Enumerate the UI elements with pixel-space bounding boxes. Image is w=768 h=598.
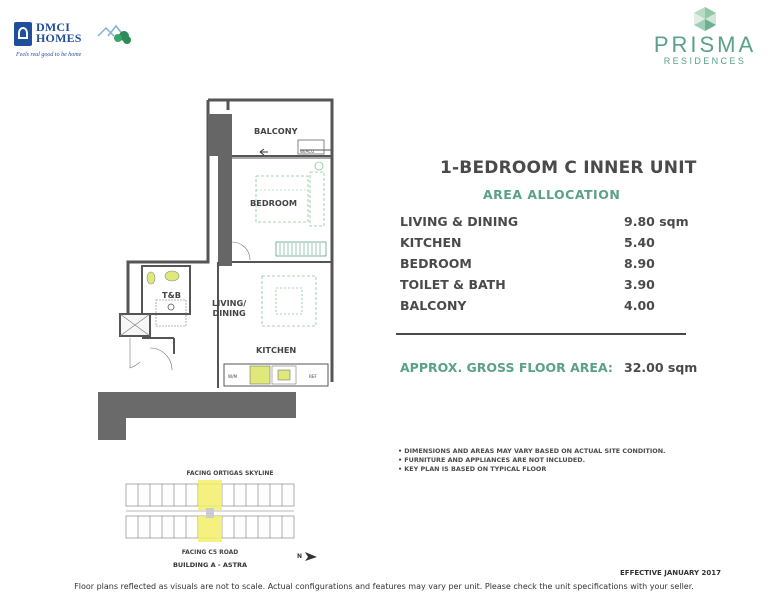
note-item: • DIMENSIONS AND AREAS MAY VARY BASED ON ACTUAL SITE CONDITION. — [398, 447, 666, 455]
effective-date: EFFECTIVE JANUARY 2017 — [620, 569, 722, 577]
building-label: BUILDING A - ASTRA — [172, 561, 248, 569]
highlighted-unit-bottom — [198, 516, 222, 542]
area-label: TOILET & BATH — [400, 277, 506, 292]
area-row — [400, 256, 690, 276]
dmci-name-line2: HOMES — [36, 31, 82, 45]
gross-floor-area-value: 32.00 sqm — [624, 360, 698, 375]
prisma-gem-icon — [692, 6, 718, 32]
divider — [396, 333, 686, 335]
area-allocation-heading: AREA ALLOCATION — [483, 187, 621, 202]
corridor-slab — [98, 392, 296, 440]
balcony-label: BALCONY — [254, 126, 298, 136]
dmci-homes-logo — [14, 22, 134, 66]
area-value: 5.40 — [624, 235, 655, 250]
highlighted-unit-top — [198, 480, 222, 510]
dmci-name-line1: DMCI — [36, 20, 71, 34]
key-plan-bottom-label: FACING C5 ROAD — [181, 549, 239, 556]
area-value: 8.90 — [624, 256, 655, 271]
north-label: N — [297, 553, 303, 560]
north-arrow-icon — [304, 550, 318, 562]
column-block — [208, 114, 232, 156]
ac-label: W/ACU — [300, 149, 315, 154]
shaft-wall — [218, 156, 232, 266]
floor-plan-drawing — [90, 92, 340, 442]
key-plan-top-label: FACING ORTIGAS SKYLINE — [186, 470, 274, 477]
area-row — [400, 298, 690, 318]
house-leaf-icon — [96, 22, 132, 46]
dmci-wordmark — [36, 22, 82, 44]
washing-machine-label: W/M — [228, 374, 238, 379]
prisma-residences-logo — [650, 6, 760, 72]
note-item: • FURNITURE AND APPLIANCES ARE NOT INCLUDED. — [398, 456, 586, 464]
kitchen-label: KITCHEN — [256, 345, 297, 355]
living-label-line1: LIVING/ — [212, 298, 247, 308]
prisma-wordmark: PRISMA — [653, 32, 757, 57]
tb-label: T&B — [162, 290, 181, 300]
area-value: 4.00 — [624, 298, 655, 313]
area-label: BEDROOM — [400, 256, 472, 271]
area-row — [400, 277, 690, 297]
living-dining-label — [212, 298, 246, 318]
living-label-line2: DINING — [212, 308, 246, 318]
area-value: 9.80 sqm — [624, 214, 689, 229]
disclaimer: Floor plans reflected as visuals are not to scale. Actual configurations and features may vary per unit. Please check the unit specifications with your seller. — [74, 582, 694, 591]
area-row — [400, 235, 690, 255]
area-label: BALCONY — [400, 298, 467, 313]
key-plan-drawing — [122, 478, 298, 546]
area-value: 3.90 — [624, 277, 655, 292]
dmci-mark-icon — [14, 22, 32, 46]
area-label: KITCHEN — [400, 235, 462, 250]
refrigerator-label: REF — [309, 374, 317, 379]
gross-floor-area-label: APPROX. GROSS FLOOR AREA: — [400, 360, 613, 375]
residences-wordmark: RESIDENCES — [663, 56, 747, 66]
note-item: • KEY PLAN IS BASED ON TYPICAL FLOOR — [398, 465, 547, 473]
area-label: LIVING & DINING — [400, 214, 519, 229]
unit-title: 1-BEDROOM C INNER UNIT — [440, 158, 697, 178]
dmci-tagline: Feels real good to be home — [16, 52, 82, 58]
area-row — [400, 214, 690, 234]
bedroom-label: BEDROOM — [250, 198, 298, 208]
